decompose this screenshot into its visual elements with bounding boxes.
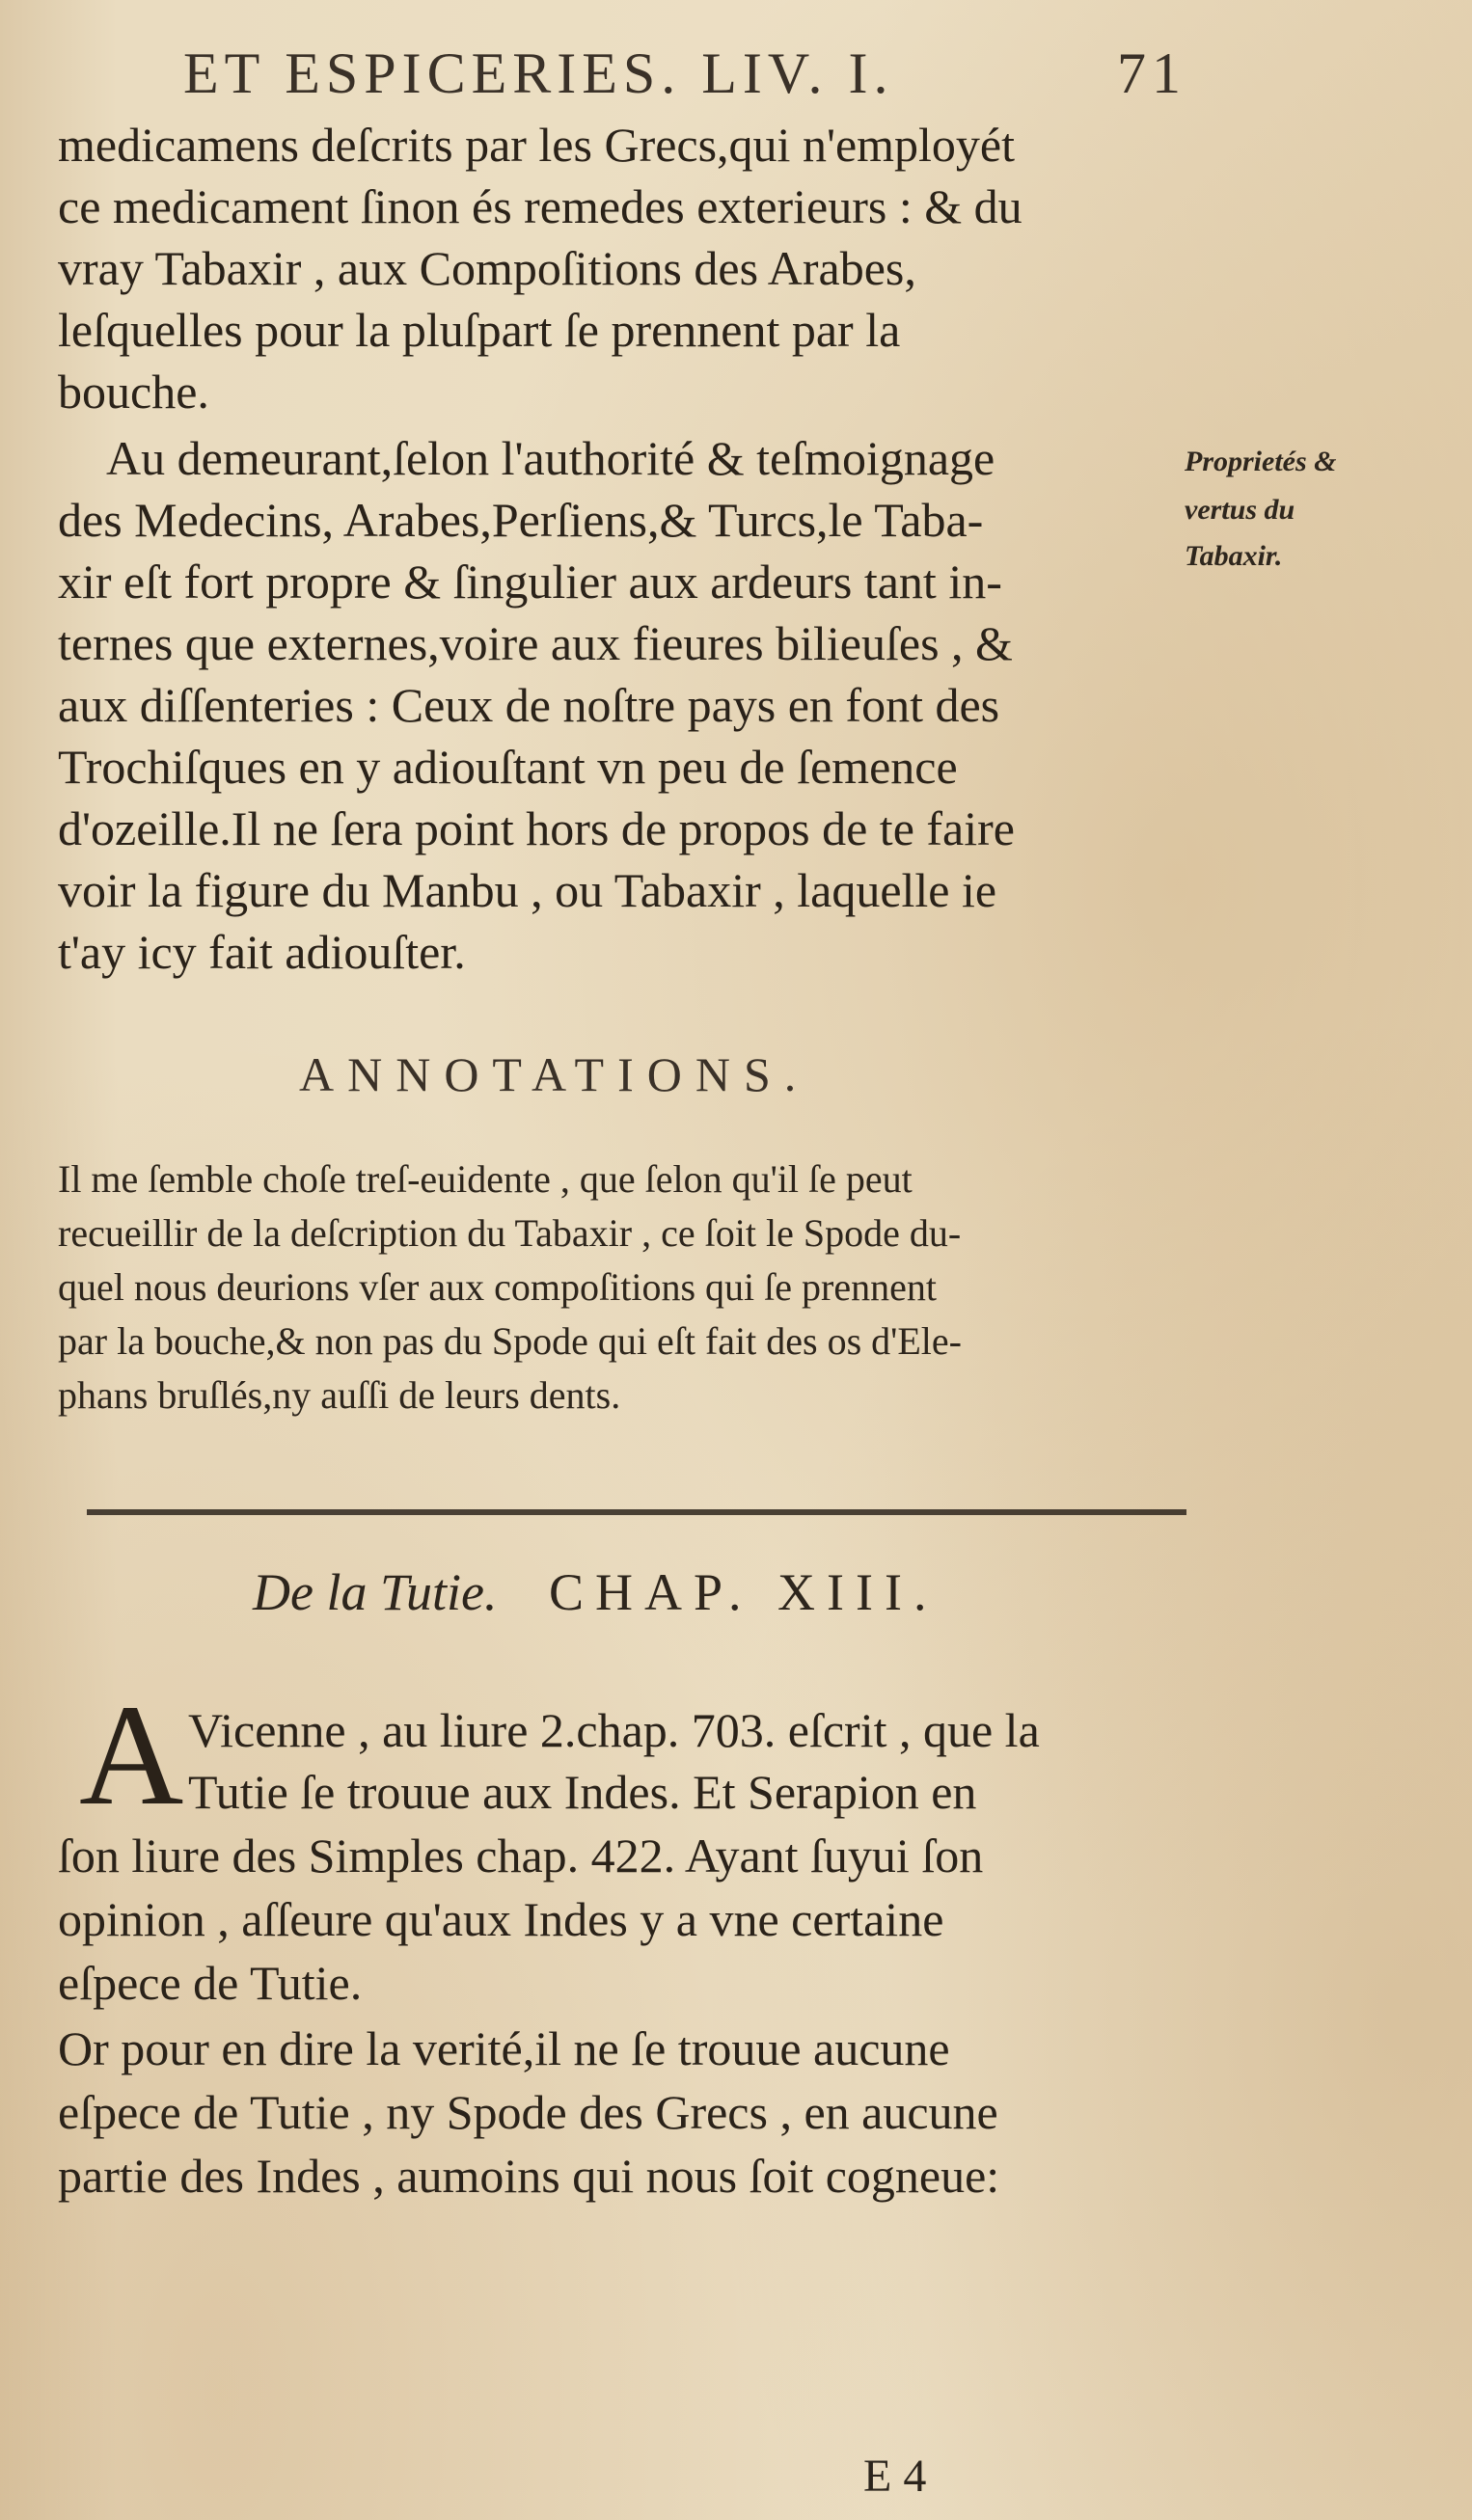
body-line: voir la figure du Manbu , ou Tabaxir , laquelle ie <box>58 863 997 917</box>
annotation-line: phans bruſlés,ny auſſi de leurs dents. <box>58 1373 621 1417</box>
body-line: Au demeurant,ſelon l'authorité & teſmoignage <box>106 431 995 485</box>
annotation-line: recueillir de la deſcription du Tabaxir , ce ſoit le Spode du- <box>58 1211 962 1255</box>
annotations-heading: ANNOTATIONS. <box>299 1047 810 1101</box>
body-line: aux diſſenteries : Ceux de noſtre pays en font des <box>58 678 1000 732</box>
body-line: eſpece de Tutie , ny Spode des Grecs , en aucune <box>58 2085 998 2139</box>
body-line: Vicenne , au liure 2.chap. 703. eſcrit , que la <box>188 1703 1040 1757</box>
body-line: opinion , aſſeure qu'aux Indes y a vne certaine <box>58 1892 944 1946</box>
signature-mark: E 4 <box>863 2451 927 2502</box>
chapter-subject: De la Tutie. <box>253 1563 498 1621</box>
body-line: Tutie ſe trouue aux Indes. Et Serapion en <box>188 1765 977 1819</box>
annotation-line: quel nous deurions vſer aux compoſitions qui ſe prennent <box>58 1265 937 1309</box>
running-title: ET ESPICERIES. LIV. I. <box>183 41 894 105</box>
body-line: partie des Indes , aumoins qui nous ſoit cogneue: <box>58 2149 1000 2203</box>
section-divider <box>87 1509 1186 1515</box>
annotation-line: par la bouche,& non pas du Spode qui eſt fait des os d'Ele- <box>58 1319 962 1363</box>
margin-note: vertus du <box>1185 494 1295 526</box>
margin-note: Proprietés & <box>1185 446 1337 477</box>
body-line: vray Tabaxir , aux Compoſitions des Arabes, <box>58 241 916 295</box>
drop-cap: A <box>79 1675 184 1835</box>
body-line: ternes que externes,voire aux fieures bilieuſes , & <box>58 616 1013 670</box>
body-line: xir eſt fort propre & ſingulier aux ardeurs tant in- <box>58 555 1002 609</box>
body-line: t'ay icy fait adiouſter. <box>58 925 466 979</box>
chapter-number: CHAP. XIII. <box>549 1563 939 1621</box>
chapter-heading <box>253 1562 939 1622</box>
body-line: bouche. <box>58 365 209 419</box>
running-header <box>183 41 1186 107</box>
body-line: ſon liure des Simples chap. 422. Ayant ſuyui ſon <box>58 1829 984 1883</box>
body-line: Trochiſques en y adiouſtant vn peu de ſemence <box>58 740 958 794</box>
body-line: medicamens deſcrits par les Grecs,qui n'employét <box>58 118 1016 172</box>
body-line: eſpece de Tutie. <box>58 1956 363 2010</box>
body-line: d'ozeille.Il ne ſera point hors de propos de te faire <box>58 801 1015 855</box>
page-number: 71 <box>1117 41 1186 105</box>
annotation-line: Il me ſemble choſe treſ-euidente , que ſelon qu'il ſe peut <box>58 1157 913 1201</box>
body-line: leſquelles pour la pluſpart ſe prennent par la <box>58 303 901 357</box>
margin-note: Tabaxir. <box>1185 540 1283 572</box>
body-line: Or pour en dire la verité,il ne ſe trouue aucune <box>58 2021 950 2075</box>
body-line: des Medecins, Arabes,Perſiens,& Turcs,le Taba- <box>58 493 984 547</box>
body-line: ce medicament ſinon és remedes exterieurs : & du <box>58 179 1022 233</box>
